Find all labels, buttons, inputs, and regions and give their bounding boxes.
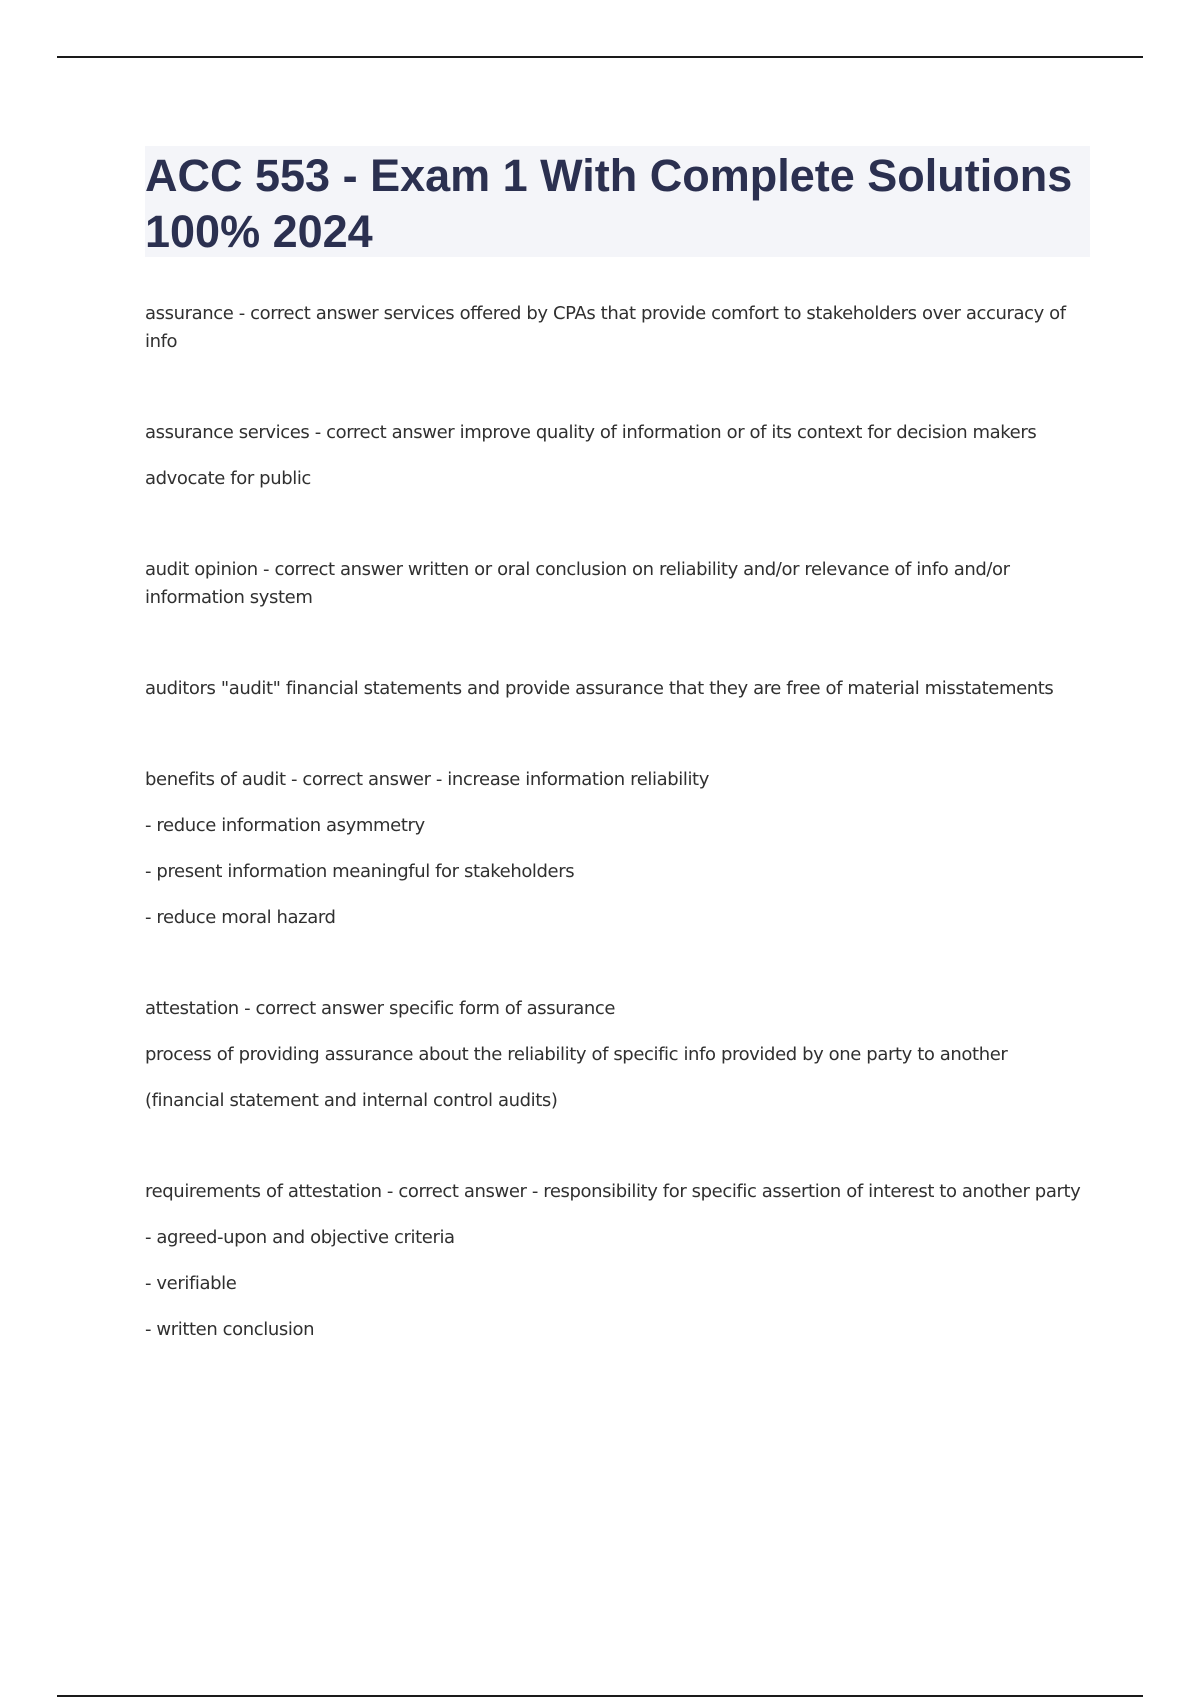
entry-line: - reduce information asymmetry [145,815,425,836]
document-body [145,300,1090,1407]
entry-line: requirements of attestation - correct answer - responsibility for specific assertion of interest to another party [145,1181,1081,1202]
entry-line: - written conclusion [145,1319,315,1340]
entry-assurance-services [145,419,1090,493]
entry-line: benefits of audit - correct answer - increase information reliability [145,769,709,790]
entry-attestation [145,995,1090,1115]
entry-line: - verifiable [145,1273,237,1294]
entry-benefits-of-audit [145,766,1090,932]
top-rule [57,56,1143,58]
entry-line: - present information meaningful for stakeholders [145,861,575,882]
entry-line: assurance services - correct answer improve quality of information or of its context for decision makers [145,422,1037,443]
entry-line: - agreed-upon and objective criteria [145,1227,455,1248]
entry-line: attestation - correct answer specific form of assurance [145,998,616,1019]
entry-line: audit opinion - correct answer written or oral conclusion on reliability and/or relevance of info and/or information system [145,559,1010,608]
entry-auditors [145,675,1090,703]
entry-line: process of providing assurance about the reliability of specific info provided by one party to another [145,1044,1008,1065]
entry-line: advocate for public [145,468,311,489]
title-banner [145,146,1090,257]
entry-line: - reduce moral hazard [145,907,336,928]
entry-requirements-of-attestation [145,1178,1090,1344]
entry-line: assurance - correct answer services offered by CPAs that provide comfort to stakeholders over accuracy of info [145,303,1066,352]
entry-line: auditors "audit" financial statements and provide assurance that they are free of material misstatements [145,678,1054,699]
page-title: ACC 553 - Exam 1 With Complete Solutions 100% 2024 [145,150,1073,257]
entry-audit-opinion [145,556,1090,612]
entry-assurance [145,300,1090,356]
entry-line: (financial statement and internal control audits) [145,1090,558,1111]
bottom-rule [57,1695,1143,1697]
